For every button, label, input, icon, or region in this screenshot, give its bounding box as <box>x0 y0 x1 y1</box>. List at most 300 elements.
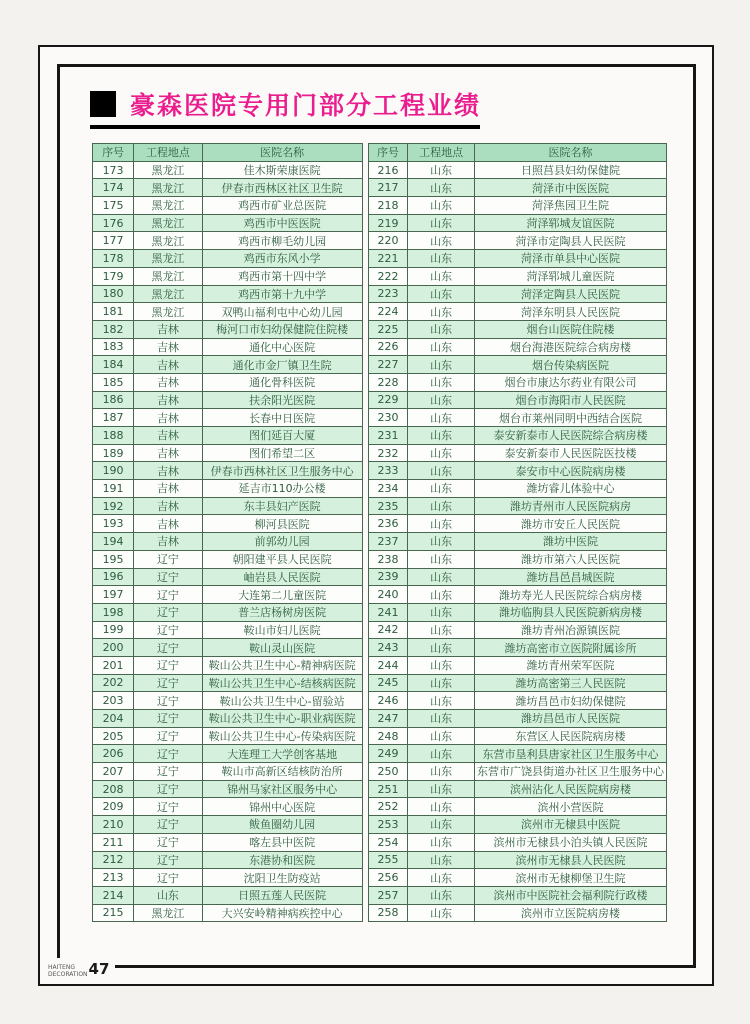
row-location: 山东 <box>408 674 475 692</box>
row-seq: 223 <box>368 285 408 303</box>
row-seq: 221 <box>368 250 408 268</box>
table-row <box>93 904 363 922</box>
row-location: 吉林 <box>134 462 203 480</box>
row-location: 山东 <box>408 763 475 781</box>
table-row <box>368 444 666 462</box>
row-seq: 214 <box>93 886 134 904</box>
row-hospital: 滨州市立医院病房楼 <box>474 904 666 922</box>
row-hospital: 沈阳卫生防疫站 <box>202 869 362 887</box>
project-table-right <box>368 143 667 922</box>
row-hospital: 朝阳建平县人民医院 <box>202 550 362 568</box>
row-hospital: 锦州中心医院 <box>202 798 362 816</box>
table-row <box>368 886 666 904</box>
row-hospital: 菏泽定陶县人民医院 <box>474 285 666 303</box>
row-hospital: 鞍山公共卫生中心-留验站 <box>202 692 362 710</box>
row-location: 辽宁 <box>134 550 203 568</box>
table-row <box>368 179 666 197</box>
table-header-row <box>368 144 666 162</box>
row-seq: 258 <box>368 904 408 922</box>
table-row <box>368 267 666 285</box>
row-location: 山东 <box>408 780 475 798</box>
row-location: 山东 <box>408 568 475 586</box>
row-seq: 245 <box>368 674 408 692</box>
row-hospital: 潍坊高密市立医院附属诊所 <box>474 639 666 657</box>
row-location: 辽宁 <box>134 568 203 586</box>
table-row <box>368 798 666 816</box>
row-seq: 237 <box>368 533 408 551</box>
table-row <box>93 533 363 551</box>
row-location: 山东 <box>408 621 475 639</box>
row-location: 辽宁 <box>134 816 203 834</box>
row-location: 吉林 <box>134 356 203 374</box>
row-hospital: 鸡西市矿业总医院 <box>202 197 362 215</box>
row-seq: 233 <box>368 462 408 480</box>
row-hospital: 梅河口市妇幼保健院住院楼 <box>202 320 362 338</box>
row-hospital: 潍坊市安丘人民医院 <box>474 515 666 533</box>
row-hospital: 菏泽市单县中心医院 <box>474 250 666 268</box>
row-hospital: 通化骨科医院 <box>202 373 362 391</box>
row-location: 黑龙江 <box>134 214 203 232</box>
row-hospital: 普兰店杨树房医院 <box>202 603 362 621</box>
row-seq: 225 <box>368 320 408 338</box>
page-content <box>60 67 693 965</box>
row-location: 山东 <box>408 444 475 462</box>
row-hospital: 泰安新泰市人民医院综合病房楼 <box>474 427 666 445</box>
row-hospital: 泰安新泰市人民医院医技楼 <box>474 444 666 462</box>
row-hospital: 潍坊寿光人民医院综合病房楼 <box>474 586 666 604</box>
row-location: 黑龙江 <box>134 179 203 197</box>
table-row <box>93 869 363 887</box>
table-row <box>93 886 363 904</box>
row-location: 辽宁 <box>134 745 203 763</box>
row-location: 辽宁 <box>134 692 203 710</box>
row-hospital: 滨州沾化人民医院病房楼 <box>474 780 666 798</box>
row-location: 吉林 <box>134 409 203 427</box>
row-location: 黑龙江 <box>134 904 203 922</box>
row-seq: 189 <box>93 444 134 462</box>
table-row <box>368 710 666 728</box>
row-seq: 203 <box>93 692 134 710</box>
row-hospital: 潍坊昌邑昌城医院 <box>474 568 666 586</box>
row-hospital: 喀左县中医院 <box>202 833 362 851</box>
row-location: 山东 <box>408 745 475 763</box>
row-seq: 254 <box>368 833 408 851</box>
table-row <box>93 303 363 321</box>
row-hospital: 长春中日医院 <box>202 409 362 427</box>
row-seq: 238 <box>368 550 408 568</box>
row-seq: 213 <box>93 869 134 887</box>
row-seq: 175 <box>93 197 134 215</box>
row-hospital: 泰安市中心医院病房楼 <box>474 462 666 480</box>
row-seq: 235 <box>368 497 408 515</box>
row-location: 吉林 <box>134 427 203 445</box>
row-seq: 226 <box>368 338 408 356</box>
table-row <box>93 427 363 445</box>
table-row <box>368 214 666 232</box>
row-seq: 182 <box>93 320 134 338</box>
table-row <box>368 727 666 745</box>
row-seq: 248 <box>368 727 408 745</box>
row-location: 辽宁 <box>134 621 203 639</box>
header-location: 工程地点 <box>408 144 475 162</box>
table-row <box>368 639 666 657</box>
table-row <box>93 161 363 179</box>
row-hospital: 东丰县妇产医院 <box>202 497 362 515</box>
row-hospital: 菏泽郓城儿童医院 <box>474 267 666 285</box>
title-block <box>90 91 480 129</box>
row-hospital: 鞍山市妇儿医院 <box>202 621 362 639</box>
row-hospital: 图们希望二区 <box>202 444 362 462</box>
header-seq: 序号 <box>368 144 408 162</box>
row-location: 吉林 <box>134 444 203 462</box>
table-row <box>368 391 666 409</box>
row-location: 山东 <box>408 515 475 533</box>
row-location: 山东 <box>408 869 475 887</box>
row-hospital: 烟台山医院住院楼 <box>474 320 666 338</box>
table-row <box>368 356 666 374</box>
table-row <box>93 250 363 268</box>
row-location: 山东 <box>408 285 475 303</box>
row-seq: 199 <box>93 621 134 639</box>
row-seq: 180 <box>93 285 134 303</box>
row-seq: 191 <box>93 480 134 498</box>
row-seq: 243 <box>368 639 408 657</box>
row-hospital: 扶余阳光医院 <box>202 391 362 409</box>
table-row <box>368 656 666 674</box>
row-seq: 222 <box>368 267 408 285</box>
row-seq: 190 <box>93 462 134 480</box>
row-seq: 224 <box>368 303 408 321</box>
row-location: 山东 <box>408 603 475 621</box>
row-hospital: 潍坊昌邑市妇幼保健院 <box>474 692 666 710</box>
row-seq: 240 <box>368 586 408 604</box>
row-hospital: 大连理工大学创客基地 <box>202 745 362 763</box>
row-location: 黑龙江 <box>134 197 203 215</box>
row-seq: 198 <box>93 603 134 621</box>
row-hospital: 菏泽东明县人民医院 <box>474 303 666 321</box>
row-location: 山东 <box>408 427 475 445</box>
table-row <box>368 621 666 639</box>
row-hospital: 潍坊中医院 <box>474 533 666 551</box>
row-location: 山东 <box>408 656 475 674</box>
table-row <box>93 763 363 781</box>
row-hospital: 潍坊睿儿体验中心 <box>474 480 666 498</box>
row-hospital: 东营区人民医院病房楼 <box>474 727 666 745</box>
table-row <box>368 816 666 834</box>
row-location: 山东 <box>408 480 475 498</box>
page-number: 47 <box>88 960 110 978</box>
row-hospital: 菏泽郓城友谊医院 <box>474 214 666 232</box>
row-hospital: 鞍山公共卫生中心-精神病医院 <box>202 656 362 674</box>
row-seq: 218 <box>368 197 408 215</box>
row-location: 山东 <box>408 462 475 480</box>
row-location: 吉林 <box>134 338 203 356</box>
row-hospital: 鞍山公共卫生中心-传染病医院 <box>202 727 362 745</box>
table-row <box>93 338 363 356</box>
row-hospital: 双鸭山福利屯中心幼儿园 <box>202 303 362 321</box>
row-hospital: 滨州市无棣柳堡卫生院 <box>474 869 666 887</box>
row-location: 山东 <box>408 798 475 816</box>
row-location: 山东 <box>408 727 475 745</box>
row-hospital: 潍坊高密第三人民医院 <box>474 674 666 692</box>
table-row <box>93 515 363 533</box>
row-seq: 212 <box>93 851 134 869</box>
row-seq: 244 <box>368 656 408 674</box>
row-seq: 193 <box>93 515 134 533</box>
table-row <box>93 497 363 515</box>
table-row <box>93 851 363 869</box>
row-hospital: 延吉市110办公楼 <box>202 480 362 498</box>
row-seq: 201 <box>93 656 134 674</box>
header-location: 工程地点 <box>134 144 203 162</box>
table-row <box>93 816 363 834</box>
row-seq: 255 <box>368 851 408 869</box>
row-seq: 232 <box>368 444 408 462</box>
row-hospital: 滨州市无棣县人民医院 <box>474 851 666 869</box>
row-seq: 181 <box>93 303 134 321</box>
row-hospital: 鞍山公共卫生中心-结核病医院 <box>202 674 362 692</box>
row-seq: 206 <box>93 745 134 763</box>
row-location: 山东 <box>408 692 475 710</box>
title-bullet-square-icon <box>90 91 116 117</box>
row-hospital: 滨州小营医院 <box>474 798 666 816</box>
table-row <box>368 550 666 568</box>
row-seq: 205 <box>93 727 134 745</box>
row-location: 山东 <box>408 710 475 728</box>
row-seq: 215 <box>93 904 134 922</box>
row-seq: 187 <box>93 409 134 427</box>
row-seq: 253 <box>368 816 408 834</box>
brand-line1: HAITENG <box>48 963 75 971</box>
table-row <box>93 179 363 197</box>
row-location: 吉林 <box>134 373 203 391</box>
row-hospital: 潍坊市第六人民医院 <box>474 550 666 568</box>
row-seq: 246 <box>368 692 408 710</box>
row-hospital: 滨州市中医院社会福利院行政楼 <box>474 886 666 904</box>
row-hospital: 潍坊昌邑市人民医院 <box>474 710 666 728</box>
table-row <box>368 480 666 498</box>
row-seq: 220 <box>368 232 408 250</box>
row-seq: 227 <box>368 356 408 374</box>
row-location: 黑龙江 <box>134 303 203 321</box>
row-seq: 186 <box>93 391 134 409</box>
row-hospital: 佳木斯荣康医院 <box>202 161 362 179</box>
row-location: 辽宁 <box>134 586 203 604</box>
table-row <box>368 462 666 480</box>
row-hospital: 鞍山灵山医院 <box>202 639 362 657</box>
row-seq: 176 <box>93 214 134 232</box>
row-seq: 185 <box>93 373 134 391</box>
row-hospital: 图们延百大厦 <box>202 427 362 445</box>
row-hospital: 东营市广饶县街道办社区卫生服务中心 <box>474 763 666 781</box>
row-seq: 216 <box>368 161 408 179</box>
row-location: 山东 <box>408 851 475 869</box>
row-location: 山东 <box>408 409 475 427</box>
row-location: 山东 <box>408 816 475 834</box>
row-seq: 188 <box>93 427 134 445</box>
row-location: 山东 <box>408 639 475 657</box>
row-hospital: 通化中心医院 <box>202 338 362 356</box>
row-location: 山东 <box>408 303 475 321</box>
table-row <box>93 586 363 604</box>
row-seq: 173 <box>93 161 134 179</box>
row-seq: 202 <box>93 674 134 692</box>
row-hospital: 前郭幼儿园 <box>202 533 362 551</box>
table-row <box>368 568 666 586</box>
row-seq: 174 <box>93 179 134 197</box>
row-seq: 183 <box>93 338 134 356</box>
page-outer-border <box>38 45 714 986</box>
row-location: 山东 <box>408 320 475 338</box>
table-row <box>368 285 666 303</box>
row-seq: 251 <box>368 780 408 798</box>
row-seq: 195 <box>93 550 134 568</box>
row-location: 山东 <box>408 391 475 409</box>
row-location: 山东 <box>408 250 475 268</box>
row-seq: 249 <box>368 745 408 763</box>
row-seq: 217 <box>368 179 408 197</box>
row-location: 黑龙江 <box>134 161 203 179</box>
table-row <box>368 692 666 710</box>
row-location: 辽宁 <box>134 710 203 728</box>
table-row <box>93 833 363 851</box>
row-location: 山东 <box>408 533 475 551</box>
row-hospital: 鞍山市高新区结核防治所 <box>202 763 362 781</box>
table-row <box>368 851 666 869</box>
row-hospital: 菏泽市定陶县人民医院 <box>474 232 666 250</box>
row-hospital: 鲅鱼圈幼儿园 <box>202 816 362 834</box>
row-hospital: 菏泽焦园卫生院 <box>474 197 666 215</box>
row-location: 吉林 <box>134 533 203 551</box>
project-tables <box>92 143 667 922</box>
row-seq: 230 <box>368 409 408 427</box>
table-row <box>93 373 363 391</box>
table-row <box>368 409 666 427</box>
table-row <box>368 745 666 763</box>
row-location: 山东 <box>408 586 475 604</box>
table-row <box>93 320 363 338</box>
row-location: 辽宁 <box>134 727 203 745</box>
row-hospital: 菏泽市中医医院 <box>474 179 666 197</box>
row-seq: 247 <box>368 710 408 728</box>
table-row <box>93 780 363 798</box>
row-seq: 241 <box>368 603 408 621</box>
row-location: 山东 <box>408 161 475 179</box>
page-title: 豪森医院专用门部分工程业绩 <box>130 90 482 120</box>
row-hospital: 鸡西市东风小学 <box>202 250 362 268</box>
row-location: 吉林 <box>134 480 203 498</box>
row-location: 山东 <box>408 904 475 922</box>
row-hospital: 滨州市无棣县中医院 <box>474 816 666 834</box>
row-location: 山东 <box>408 373 475 391</box>
row-hospital: 鸡西市第十九中学 <box>202 285 362 303</box>
table-row <box>93 550 363 568</box>
table-row <box>93 462 363 480</box>
row-seq: 209 <box>93 798 134 816</box>
row-location: 山东 <box>408 267 475 285</box>
table-row <box>368 161 666 179</box>
row-location: 吉林 <box>134 515 203 533</box>
table-row <box>93 409 363 427</box>
table-row <box>93 356 363 374</box>
footer-brand <box>44 958 115 980</box>
row-hospital: 大兴安岭精神病疾控中心 <box>202 904 362 922</box>
row-seq: 256 <box>368 869 408 887</box>
row-hospital: 鸡西市柳毛幼儿园 <box>202 232 362 250</box>
row-hospital: 烟台海港医院综合病房楼 <box>474 338 666 356</box>
table-row <box>368 303 666 321</box>
row-seq: 179 <box>93 267 134 285</box>
row-hospital: 日照莒县妇幼保健院 <box>474 161 666 179</box>
row-hospital: 锦州马家社区服务中心 <box>202 780 362 798</box>
page-inner-border <box>57 64 696 968</box>
table-row <box>93 710 363 728</box>
row-hospital: 鞍山公共卫生中心-职业病医院 <box>202 710 362 728</box>
row-seq: 177 <box>93 232 134 250</box>
header-hospital: 医院名称 <box>202 144 362 162</box>
row-location: 辽宁 <box>134 869 203 887</box>
row-location: 山东 <box>408 232 475 250</box>
row-seq: 200 <box>93 639 134 657</box>
row-hospital: 潍坊青州荣军医院 <box>474 656 666 674</box>
table-row <box>93 197 363 215</box>
row-seq: 211 <box>93 833 134 851</box>
row-location: 辽宁 <box>134 798 203 816</box>
row-hospital: 烟台传染病医院 <box>474 356 666 374</box>
row-hospital: 伊春市西林社区卫生服务中心 <box>202 462 362 480</box>
row-hospital: 通化市金厂镇卫生院 <box>202 356 362 374</box>
table-row <box>368 780 666 798</box>
row-seq: 196 <box>93 568 134 586</box>
table-row <box>368 427 666 445</box>
row-seq: 197 <box>93 586 134 604</box>
row-location: 山东 <box>408 179 475 197</box>
table-row <box>368 904 666 922</box>
row-location: 山东 <box>134 886 203 904</box>
header-hospital: 医院名称 <box>474 144 666 162</box>
table-row <box>368 232 666 250</box>
row-hospital: 大连第二儿童医院 <box>202 586 362 604</box>
table-header-row <box>93 144 363 162</box>
row-location: 吉林 <box>134 320 203 338</box>
row-seq: 219 <box>368 214 408 232</box>
row-location: 辽宁 <box>134 674 203 692</box>
table-row <box>93 692 363 710</box>
row-location: 黑龙江 <box>134 267 203 285</box>
table-row <box>93 568 363 586</box>
row-seq: 184 <box>93 356 134 374</box>
row-location: 辽宁 <box>134 603 203 621</box>
row-location: 山东 <box>408 214 475 232</box>
row-seq: 228 <box>368 373 408 391</box>
row-location: 黑龙江 <box>134 232 203 250</box>
row-seq: 210 <box>93 816 134 834</box>
row-location: 山东 <box>408 197 475 215</box>
row-location: 辽宁 <box>134 656 203 674</box>
row-location: 吉林 <box>134 497 203 515</box>
row-seq: 208 <box>93 780 134 798</box>
table-row <box>93 656 363 674</box>
table-row <box>368 586 666 604</box>
table-row <box>93 798 363 816</box>
row-seq: 231 <box>368 427 408 445</box>
table-body-right <box>368 161 666 922</box>
row-location: 山东 <box>408 550 475 568</box>
table-row <box>368 603 666 621</box>
table-row <box>368 250 666 268</box>
row-hospital: 伊春市西林区社区卫生院 <box>202 179 362 197</box>
row-seq: 207 <box>93 763 134 781</box>
